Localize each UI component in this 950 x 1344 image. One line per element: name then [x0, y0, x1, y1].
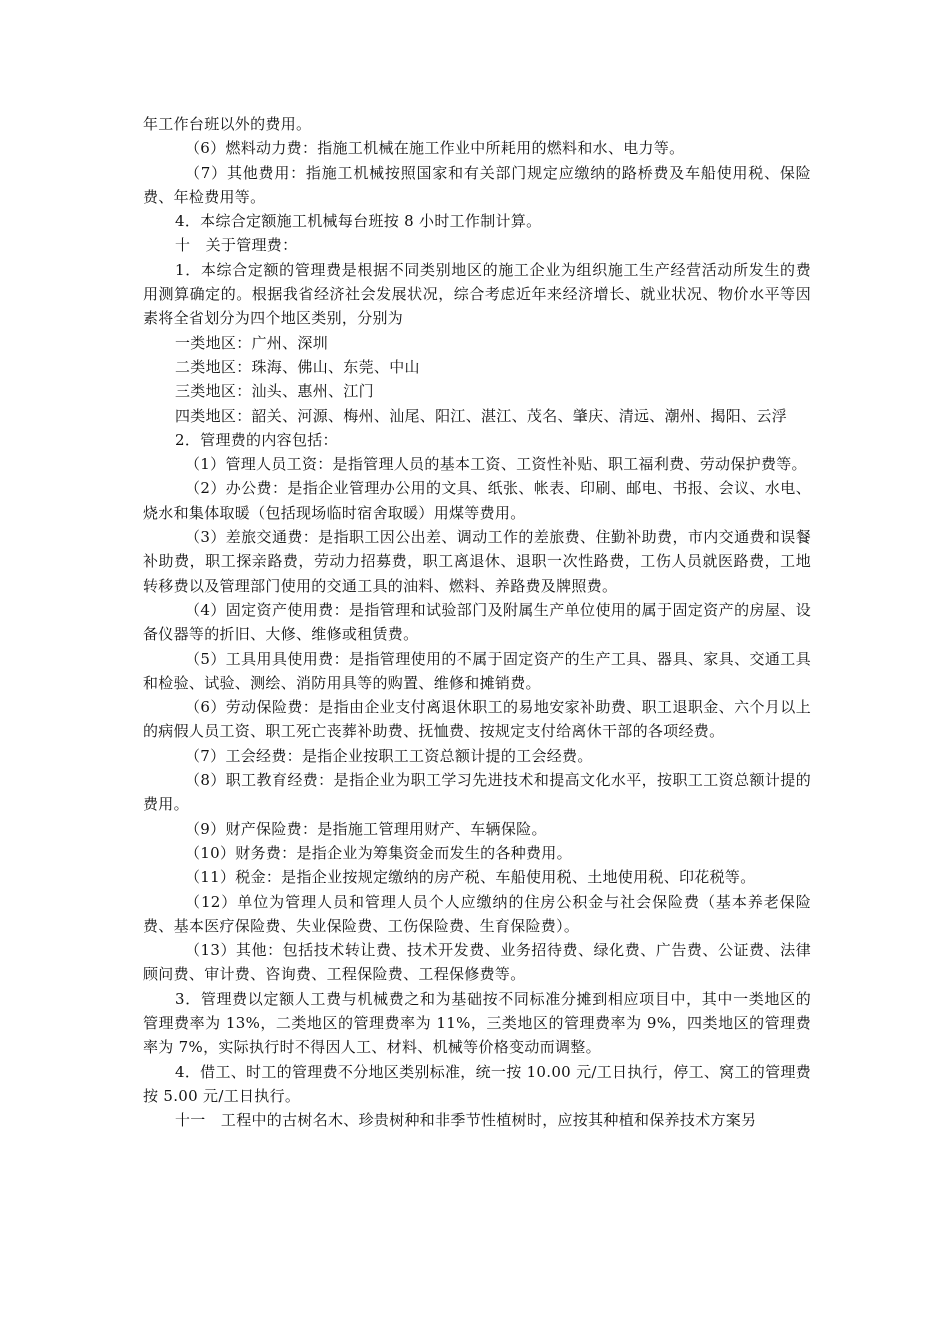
paragraph-borrowed-labor: 4．借工、时工的管理费不分地区类别标准，统一按 10.00 元/工日执行，停工、窝工的管理费按 5.00 元/工日执行。 — [143, 1062, 811, 1105]
region-class-2: 二类地区：珠海、佛山、东莞、中山 — [175, 357, 420, 376]
list-item-staff-wages: （1）管理人员工资：是指管理人员的基本工资、工资性补贴、职工福利费、劳动保护费等。 — [185, 455, 807, 474]
region-class-1: 一类地区：广州、深圳 — [175, 333, 329, 352]
paragraph-fee-contents-heading: 2．管理费的内容包括： — [175, 430, 338, 449]
section-heading-management-fee: 十 关于管理费： — [175, 236, 298, 255]
list-item-education: （8）职工教育经费：是指企业为职工学习先进技术和提高文化水平，按职工工资总额计提的费用。 — [143, 771, 811, 814]
list-item-other: （13）其他：包括技术转让费、技术开发费、业务招待费、绿化费、广告费、公证费、法律顾问费、审计费、咨询费、工程保险费、工程保修费等。 — [143, 941, 811, 984]
list-item-finance: （10）财务费：是指企业为筹集资金而发生的各种费用。 — [185, 843, 572, 862]
list-item-property-insurance: （9）财产保险费：是指施工管理用财产、车辆保险。 — [185, 819, 547, 838]
list-item-travel-expenses: （3）差旅交通费：是指职工因公出差、调动工作的差旅费、住勤补助费，市内交通费和误餐补助费，职工探亲路费，劳动力招募费，职工离退休、退职一次性路费，工伤人员就医路费，工地转移费以及管理部门使用的交通工具的油料、燃料、养路费及牌照费。 — [143, 528, 811, 595]
paragraph-management-fee-basis: 1．本综合定额的管理费是根据不同类别地区的施工企业为组织施工生产经营活动所发生的费用测算确定的。根据我省经济社会发展状况，综合考虑近年来经济增长、就业状况、物价水平等因素将全省划分为四个地区类别，分别为 — [143, 260, 811, 328]
paragraph-continuation: 年工作台班以外的费用。 — [143, 115, 312, 133]
paragraph-fuel-power-cost: （6）燃料动力费：指施工机械在施工作业中所耗用的燃料和水、电力等。 — [185, 139, 685, 158]
paragraph-machine-shift-hours: 4．本综合定额施工机械每台班按 8 小时工作制计算。 — [175, 212, 542, 231]
paragraph-fee-rates: 3．管理费以定额人工费与机械费之和为基础按不同标准分摊到相应项目中，其中一类地区的管理费率为 13%，二类地区的管理费率为 11%，三类地区的管理费率为 9%，四类地区的管理费率为 7%，实际执行时不得因人工、材料、机械等价格变动而调整。 — [143, 989, 811, 1057]
section-heading-ancient-trees: 十一 工程中的古树名木、珍贵树种和非季节性植树时，应按其种植和保养技术方案另 — [175, 1111, 757, 1130]
document-page — [143, 112, 811, 1132]
list-item-union-fees: （7）工会经费：是指企业按职工工资总额计提的工会经费。 — [185, 746, 593, 765]
paragraph-other-machine-costs: （7）其他费用：指施工机械按照国家和有关部门规定应缴纳的路桥费及车船使用税、保险费、年检费用等。 — [143, 163, 811, 206]
list-item-office-expenses: （2）办公费：是指企业管理办公用的文具、纸张、帐表、印刷、邮电、书报、会议、水电、烧水和集体取暖（包括现场临时宿舍取暖）用煤等费用。 — [143, 479, 811, 522]
list-item-social-insurance: （12）单位为管理人员和管理人员个人应缴纳的住房公积金与社会保险费（基本养老保险费、基本医疗保险费、失业保险费、工伤保险费、生育保险费）。 — [143, 892, 811, 935]
list-item-taxes: （11）税金：是指企业按规定缴纳的房产税、车船使用税、土地使用税、印花税等。 — [185, 868, 756, 887]
region-class-4: 四类地区：韶关、河源、梅州、汕尾、阳江、湛江、茂名、肇庆、清远、潮州、揭阳、云浮 — [175, 406, 788, 425]
list-item-labor-insurance: （6）劳动保险费：是指由企业支付离退休职工的易地安家补助费、职工退职金、六个月以上的病假人员工资、职工死亡丧葬补助费、抚恤费、按规定支付给离休干部的各项经费。 — [143, 698, 811, 741]
region-class-3: 三类地区：汕头、惠州、江门 — [175, 382, 374, 401]
list-item-fixed-assets: （4）固定资产使用费：是指管理和试验部门及附属生产单位使用的属于固定资产的房屋、设备仪器等的折旧、大修、维修或租赁费。 — [143, 600, 811, 644]
list-item-tools: （5）工具用具使用费：是指管理使用的不属于固定资产的生产工具、器具、家具、交通工具和检验、试验、测绘、消防用具等的购置、维修和摊销费。 — [143, 649, 811, 692]
